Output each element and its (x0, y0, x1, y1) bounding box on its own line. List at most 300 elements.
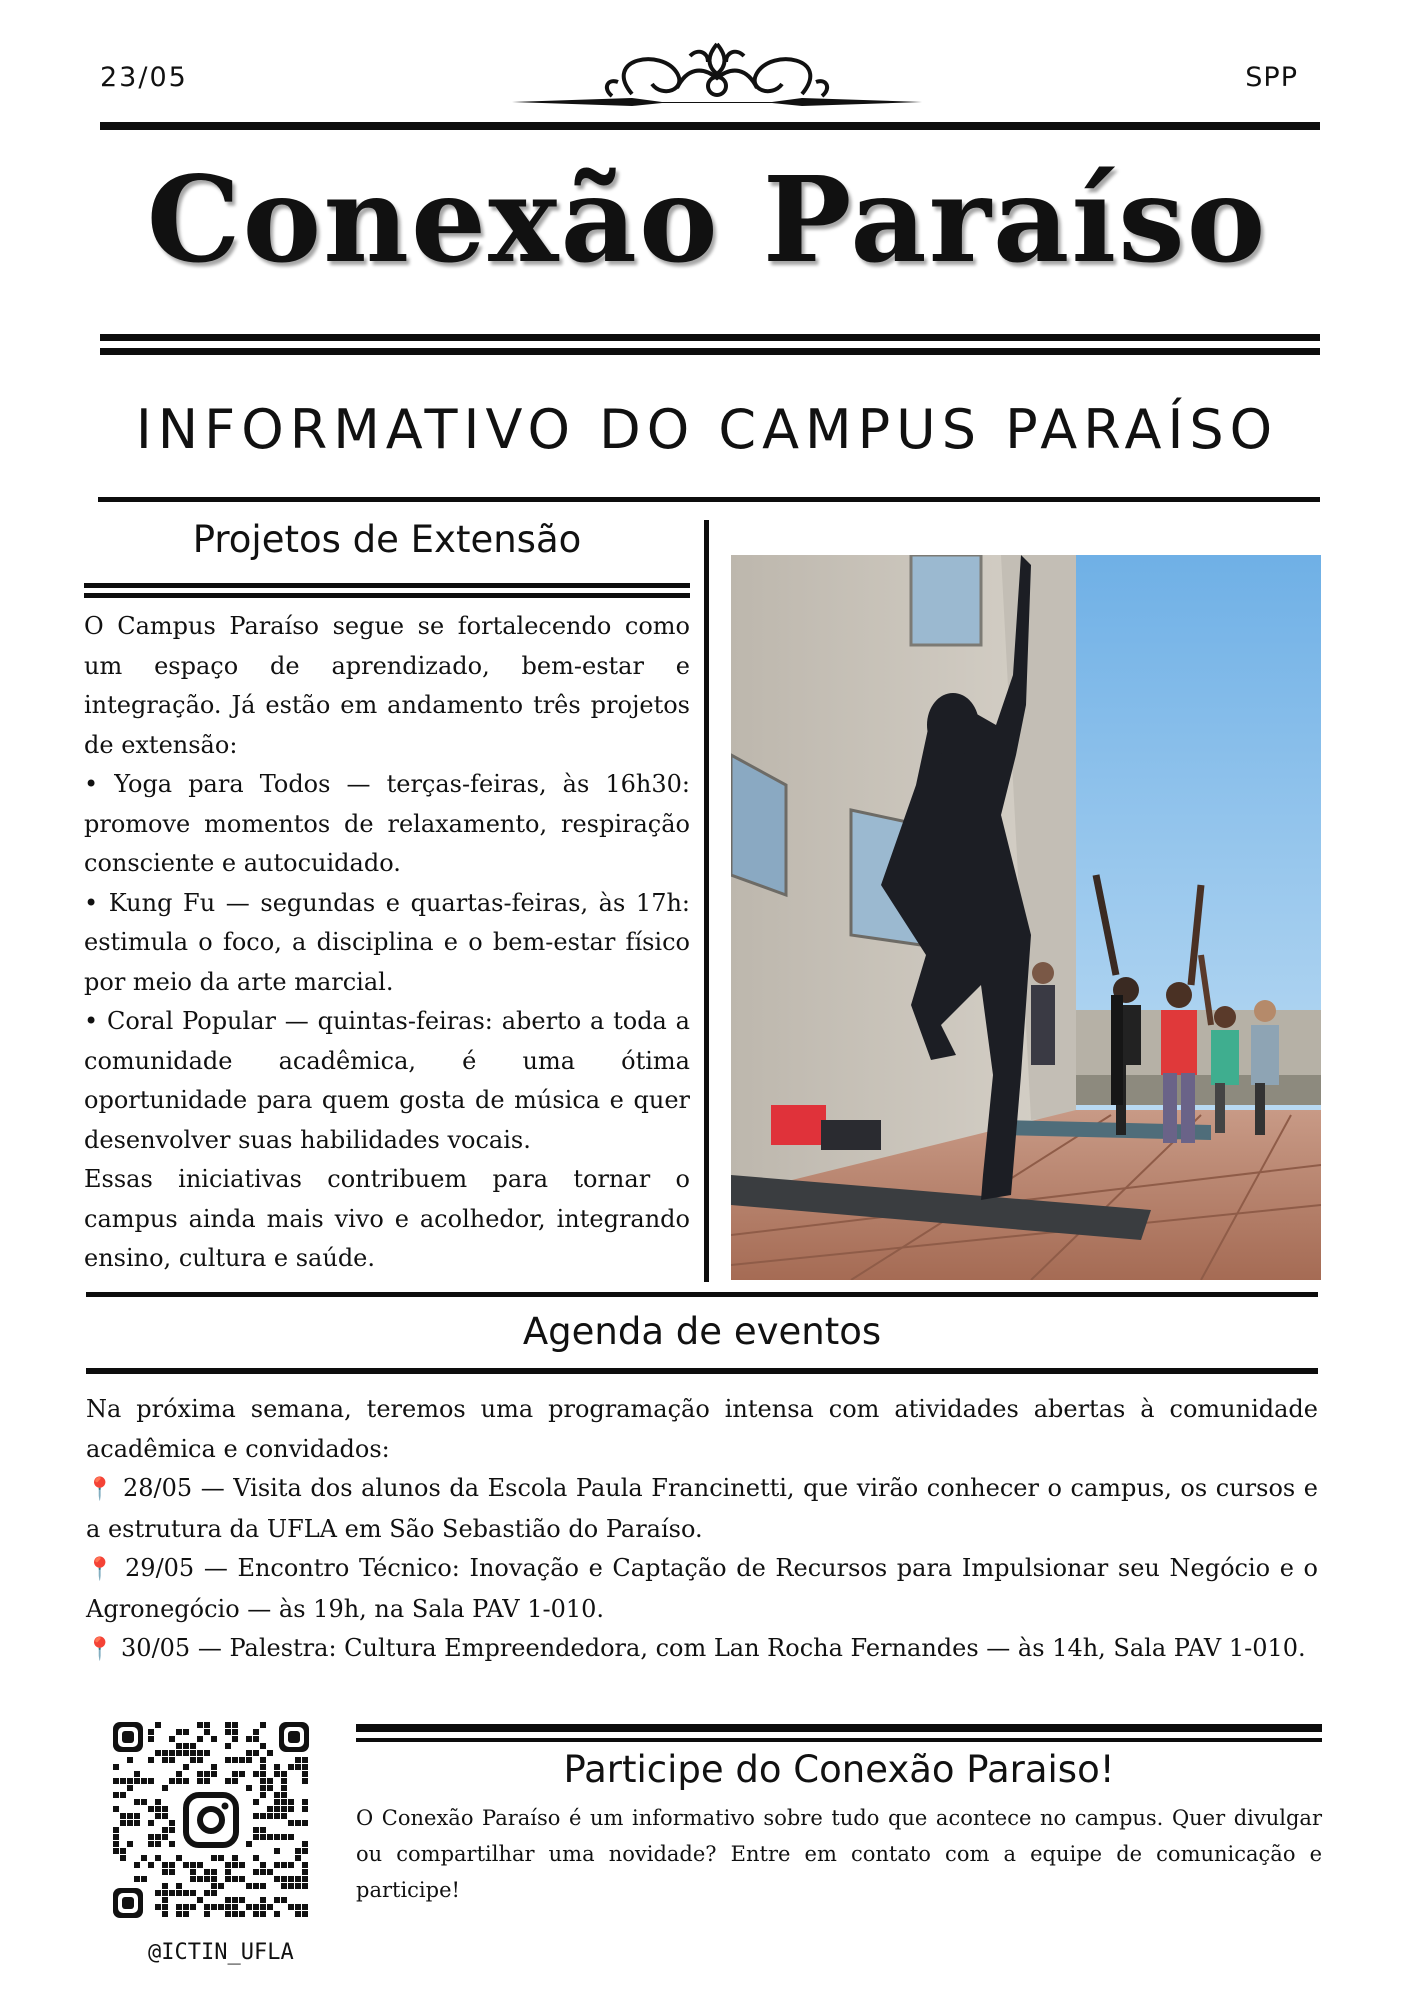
qr-module (246, 1785, 252, 1791)
qr-module (162, 1785, 168, 1791)
qr-module (155, 1855, 161, 1861)
qr-module (260, 1785, 266, 1791)
qr-module (253, 1750, 259, 1756)
qr-module (183, 1911, 189, 1917)
project-item: • Kung Fu — segundas e quartas-feiras, às 17h: estimula o foco, a disciplina e o bem-estar físico por meio da arte marcial. (84, 888, 690, 996)
qr-module (274, 1764, 280, 1770)
header-rule-top (100, 122, 1320, 130)
qr-module (281, 1876, 287, 1882)
qr-module (148, 1778, 154, 1784)
qr-module (267, 1869, 273, 1875)
qr-module (211, 1771, 217, 1777)
qr-module (204, 1722, 210, 1728)
qr-module (218, 1883, 224, 1889)
event-text: 28/05 — Visita dos alunos da Escola Paula Francinetti, que virão conhecer o campus, os cursos e a estrutura da UFLA em São Sebastião do Paraíso. (86, 1474, 1318, 1543)
qr-module (246, 1841, 252, 1847)
qr-module (232, 1778, 238, 1784)
qr-module (127, 1757, 133, 1763)
qr-module (197, 1771, 203, 1777)
qr-module (211, 1764, 217, 1770)
qr-module (253, 1904, 259, 1910)
qr-module (204, 1904, 210, 1910)
qr-module (274, 1813, 280, 1819)
qr-module (204, 1750, 210, 1756)
qr-module (274, 1876, 280, 1882)
qr-module (260, 1771, 266, 1777)
masthead-rule-2 (100, 348, 1320, 355)
qr-module (176, 1883, 182, 1889)
qr-module (274, 1806, 280, 1812)
qr-module (169, 1869, 175, 1875)
qr-module (176, 1750, 182, 1756)
qr-module (176, 1743, 182, 1749)
qr-module (197, 1722, 203, 1728)
qr-module (267, 1785, 273, 1791)
qr-module (225, 1743, 231, 1749)
qr-module (204, 1876, 210, 1882)
qr-module (141, 1778, 147, 1784)
qr-module (211, 1876, 217, 1882)
qr-module (190, 1904, 196, 1910)
qr-module (176, 1890, 182, 1896)
qr-module (267, 1813, 273, 1819)
qr-module (183, 1729, 189, 1735)
qr-module (260, 1911, 266, 1917)
qr-module (183, 1750, 189, 1756)
qr-module (295, 1876, 301, 1882)
qr-module (176, 1855, 182, 1861)
qr-module (267, 1806, 273, 1812)
agenda-section-title: Agenda de eventos (522, 1310, 882, 1353)
qr-module (148, 1729, 154, 1735)
qr-module (260, 1883, 266, 1889)
qr-module (197, 1862, 203, 1868)
qr-module (127, 1813, 133, 1819)
qr-module (162, 1813, 168, 1819)
qr-module (162, 1827, 168, 1833)
qr-module (239, 1911, 245, 1917)
qr-module (162, 1890, 168, 1896)
masthead-rule-1 (100, 334, 1320, 341)
project-item: • Yoga para Todos — terças-feiras, às 16h30: promove momentos de relaxamento, respiração consciente e autocuidado. (84, 770, 690, 877)
qr-module (176, 1771, 182, 1777)
qr-module (281, 1785, 287, 1791)
qr-module (113, 1792, 119, 1798)
qr-module (253, 1869, 259, 1875)
qr-module (260, 1862, 266, 1868)
flourish-ornament-icon (512, 38, 922, 114)
qr-module (281, 1813, 287, 1819)
qr-module (225, 1876, 231, 1882)
map-pin-icon: 📍 (86, 1637, 114, 1662)
qr-module (253, 1834, 259, 1840)
qr-module (295, 1904, 301, 1910)
qr-module (302, 1841, 308, 1847)
qr-module (239, 1757, 245, 1763)
qr-module (260, 1904, 266, 1910)
qr-module (204, 1729, 210, 1735)
qr-module (190, 1876, 196, 1882)
qr-module (169, 1757, 175, 1763)
qr-module (246, 1883, 252, 1889)
qr-module (155, 1904, 161, 1910)
qr-module (260, 1764, 266, 1770)
qr-module (225, 1722, 231, 1728)
yoga-class-photo (731, 555, 1321, 1280)
map-pin-icon: 📍 (86, 1557, 116, 1582)
event-text: 30/05 — Palestra: Cultura Empreendedora, com Lan Rocha Fernandes — às 14h, Sala PAV 1-010. (113, 1634, 1306, 1662)
qr-module (162, 1869, 168, 1875)
newsletter-subtitle: INFORMATIVO DO CAMPUS PARAÍSO (135, 398, 1279, 461)
qr-module (183, 1890, 189, 1896)
qr-module (162, 1862, 168, 1868)
subtitle-rule (98, 497, 1320, 502)
qr-module (155, 1813, 161, 1819)
qr-module (288, 1883, 294, 1889)
qr-module (288, 1806, 294, 1812)
qr-module (169, 1890, 175, 1896)
qr-module (183, 1862, 189, 1868)
qr-module (120, 1855, 126, 1861)
qr-module (127, 1820, 133, 1826)
qr-module (295, 1757, 301, 1763)
qr-module (211, 1869, 217, 1875)
qr-module (127, 1785, 133, 1791)
qr-module (302, 1862, 308, 1868)
qr-module (134, 1862, 140, 1868)
qr-module (302, 1904, 308, 1910)
qr-module (169, 1750, 175, 1756)
qr-module (246, 1736, 252, 1742)
qr-module (169, 1736, 175, 1742)
qr-module (183, 1743, 189, 1749)
qr-module (155, 1806, 161, 1812)
qr-module (183, 1904, 189, 1910)
qr-module (232, 1771, 238, 1777)
qr-module (211, 1890, 217, 1896)
qr-module (127, 1778, 133, 1784)
qr-module (253, 1855, 259, 1861)
qr-module (302, 1764, 308, 1770)
qr-module (302, 1771, 308, 1777)
qr-module (274, 1834, 280, 1840)
participe-title: Participe do Conexão Paraiso! (563, 1748, 1115, 1791)
qr-module (253, 1813, 259, 1819)
qr-module (302, 1806, 308, 1812)
qr-module (197, 1897, 203, 1903)
qr-module (204, 1869, 210, 1875)
qr-module (253, 1883, 259, 1889)
qr-module (232, 1876, 238, 1882)
qr-module (134, 1876, 140, 1882)
qr-module (148, 1806, 154, 1812)
qr-module (274, 1862, 280, 1868)
qr-module (225, 1869, 231, 1875)
qr-module (204, 1911, 210, 1917)
qr-module (281, 1897, 287, 1903)
participe-text: O Conexão Paraíso é um informativo sobre tudo que acontece no campus. Quer divulgar ou compartilhar uma novidade? Entre em contato com a equipe de comunicação e participe! (356, 1806, 1322, 1902)
qr-module (288, 1862, 294, 1868)
instagram-handle[interactable]: @ICTIN_UFLA (148, 1940, 294, 1965)
qr-module (274, 1799, 280, 1805)
column-divider (704, 520, 709, 1282)
agenda-event (86, 1549, 1318, 1629)
qr-module (253, 1827, 259, 1833)
qr-module (225, 1862, 231, 1868)
projects-intro: O Campus Paraíso segue se fortalecendo como um espaço de aprendizado, bem-estar e integração. Já estão em andamento três projetos de extensão: (84, 612, 690, 759)
qr-module (127, 1841, 133, 1847)
yoga-photo-illustration (731, 555, 1321, 1280)
qr-module (211, 1883, 217, 1889)
qr-module (218, 1855, 224, 1861)
qr-module (274, 1848, 280, 1854)
qr-module (225, 1757, 231, 1763)
qr-module (302, 1778, 308, 1784)
qr-module (239, 1771, 245, 1777)
qr-module (169, 1778, 175, 1784)
qr-module (134, 1778, 140, 1784)
qr-module (120, 1848, 126, 1854)
qr-module (148, 1820, 154, 1826)
qr-module (295, 1764, 301, 1770)
qr-module (260, 1743, 266, 1749)
qr-module (155, 1834, 161, 1840)
qr-module (197, 1876, 203, 1882)
qr-module (162, 1834, 168, 1840)
qr-module (169, 1820, 175, 1826)
qr-module (113, 1806, 119, 1812)
qr-module (141, 1855, 147, 1861)
qr-module (197, 1757, 203, 1763)
edition-code: SPP (1245, 62, 1298, 93)
qr-module (162, 1911, 168, 1917)
qr-module (113, 1848, 119, 1854)
qr-module (302, 1883, 308, 1889)
qr-module (288, 1904, 294, 1910)
qr-module (155, 1890, 161, 1896)
qr-module (162, 1757, 168, 1763)
qr-module (134, 1813, 140, 1819)
qr-module (113, 1778, 119, 1784)
qr-module (134, 1771, 140, 1777)
qr-module (190, 1743, 196, 1749)
qr-module (267, 1904, 273, 1910)
qr-module (302, 1799, 308, 1805)
qr-module (274, 1897, 280, 1903)
qr-module (274, 1771, 280, 1777)
qr-module (232, 1736, 238, 1742)
qr-module (134, 1799, 140, 1805)
agenda-intro: Na próxima semana, teremos uma programação intensa com atividades abertas à comunidade acadêmica e convidados: (86, 1395, 1318, 1463)
qr-module (288, 1876, 294, 1882)
qr-module (267, 1834, 273, 1840)
qr-module (246, 1904, 252, 1910)
qr-module (260, 1827, 266, 1833)
agenda-event (86, 1629, 1318, 1670)
qr-module (253, 1736, 259, 1742)
qr-module (288, 1820, 294, 1826)
agenda-body (86, 1390, 1318, 1670)
qr-module (162, 1750, 168, 1756)
qr-module (260, 1897, 266, 1903)
event-text: 29/05 — Encontro Técnico: Inovação e Captação de Recursos para Impulsionar seu Negócio e o Agronegócio — às 19h, na Sala PAV 1-010. (86, 1554, 1318, 1623)
qr-module (162, 1904, 168, 1910)
qr-module (120, 1792, 126, 1798)
qr-module (288, 1799, 294, 1805)
qr-module (169, 1862, 175, 1868)
qr-module (190, 1862, 196, 1868)
qr-module (232, 1757, 238, 1763)
qr-module (162, 1897, 168, 1903)
instagram-qr-code[interactable] (113, 1722, 309, 1918)
qr-module (281, 1862, 287, 1868)
qr-module (155, 1722, 161, 1728)
qr-module (155, 1750, 161, 1756)
qr-module (281, 1799, 287, 1805)
qr-module (295, 1911, 301, 1917)
qr-module (260, 1869, 266, 1875)
qr-module (260, 1813, 266, 1819)
qr-module (281, 1834, 287, 1840)
qr-module (253, 1799, 259, 1805)
qr-module (253, 1771, 259, 1777)
qr-module (302, 1869, 308, 1875)
qr-module (232, 1904, 238, 1910)
qr-module (211, 1855, 217, 1861)
qr-module (176, 1904, 182, 1910)
qr-module (225, 1904, 231, 1910)
qr-module (218, 1904, 224, 1910)
qr-module (281, 1883, 287, 1889)
qr-module (246, 1750, 252, 1756)
qr-module (120, 1820, 126, 1826)
qr-module (120, 1778, 126, 1784)
qr-module (162, 1806, 168, 1812)
qr-module (295, 1848, 301, 1854)
qr-module (295, 1820, 301, 1826)
participe-rule-1 (356, 1724, 1322, 1732)
qr-module (302, 1876, 308, 1882)
qr-module (183, 1778, 189, 1784)
qr-module (134, 1820, 140, 1826)
qr-module (197, 1778, 203, 1784)
qr-module (113, 1827, 119, 1833)
qr-module (225, 1911, 231, 1917)
qr-module (190, 1750, 196, 1756)
qr-module (232, 1722, 238, 1728)
qr-module (148, 1862, 154, 1868)
qr-module (246, 1757, 252, 1763)
projects-section-title: Projetos de Extensão (192, 518, 582, 561)
qr-module (260, 1834, 266, 1840)
qr-module (113, 1834, 119, 1840)
qr-module (190, 1757, 196, 1763)
projects-body (84, 607, 690, 1279)
qr-module (232, 1855, 238, 1861)
qr-module (281, 1792, 287, 1798)
qr-module (141, 1876, 147, 1882)
qr-module (288, 1764, 294, 1770)
qr-module (267, 1778, 273, 1784)
qr-module (260, 1778, 266, 1784)
qr-module (288, 1834, 294, 1840)
map-pin-icon: 📍 (86, 1477, 115, 1502)
qr-module (267, 1750, 273, 1756)
agenda-rule-bottom (86, 1368, 1318, 1374)
qr-module (225, 1778, 231, 1784)
qr-module (260, 1792, 266, 1798)
instagram-icon (181, 1790, 241, 1850)
qr-module (141, 1799, 147, 1805)
qr-module (113, 1764, 119, 1770)
qr-module (225, 1897, 231, 1903)
qr-module (302, 1757, 308, 1763)
issue-date: 23/05 (100, 62, 188, 93)
qr-module (232, 1862, 238, 1868)
qr-module (148, 1757, 154, 1763)
qr-module (176, 1778, 182, 1784)
qr-module (190, 1869, 196, 1875)
qr-module (239, 1897, 245, 1903)
qr-module (232, 1729, 238, 1735)
projects-outro: Essas iniciativas contribuem para tornar o campus ainda mais vivo e acolhedor, integrando ensino, cultura e saúde. (84, 1165, 690, 1272)
qr-module (162, 1883, 168, 1889)
qr-module (232, 1911, 238, 1917)
qr-module (281, 1778, 287, 1784)
qr-module (148, 1834, 154, 1840)
qr-module (302, 1848, 308, 1854)
qr-module (197, 1750, 203, 1756)
qr-module (204, 1890, 210, 1896)
masthead-title: Conexão Paraíso (146, 150, 1268, 289)
qr-module (225, 1729, 231, 1735)
project-item: • Coral Popular — quintas-feiras: aberto a toda a comunidade acadêmica, é uma ótima oportunidade para quem gosta de música e quer desenvolver suas habilidades vocais. (84, 1007, 690, 1154)
qr-module (274, 1792, 280, 1798)
qr-module (281, 1806, 287, 1812)
qr-module (239, 1876, 245, 1882)
qr-module (253, 1911, 259, 1917)
qr-module (169, 1841, 175, 1847)
qr-module (253, 1729, 259, 1735)
qr-module (204, 1771, 210, 1777)
qr-module (211, 1736, 217, 1742)
qr-module (155, 1841, 161, 1847)
qr-module (274, 1911, 280, 1917)
qr-module (190, 1890, 196, 1896)
participe-rule-2 (356, 1738, 1322, 1742)
qr-module (211, 1904, 217, 1910)
qr-module (176, 1911, 182, 1917)
qr-module (239, 1862, 245, 1868)
agenda-rule-top (86, 1292, 1318, 1297)
qr-module (260, 1757, 266, 1763)
qr-module (120, 1813, 126, 1819)
agenda-event (86, 1469, 1318, 1549)
qr-module (148, 1736, 154, 1742)
qr-module (197, 1736, 203, 1742)
qr-module (260, 1722, 266, 1728)
qr-module (281, 1771, 287, 1777)
projects-title-rule-2 (84, 593, 690, 598)
qr-module (183, 1764, 189, 1770)
qr-module (176, 1729, 182, 1735)
qr-module (295, 1855, 301, 1861)
qr-module (295, 1883, 301, 1889)
qr-module (148, 1841, 154, 1847)
qr-module (204, 1778, 210, 1784)
qr-module (113, 1841, 119, 1847)
qr-module (232, 1897, 238, 1903)
